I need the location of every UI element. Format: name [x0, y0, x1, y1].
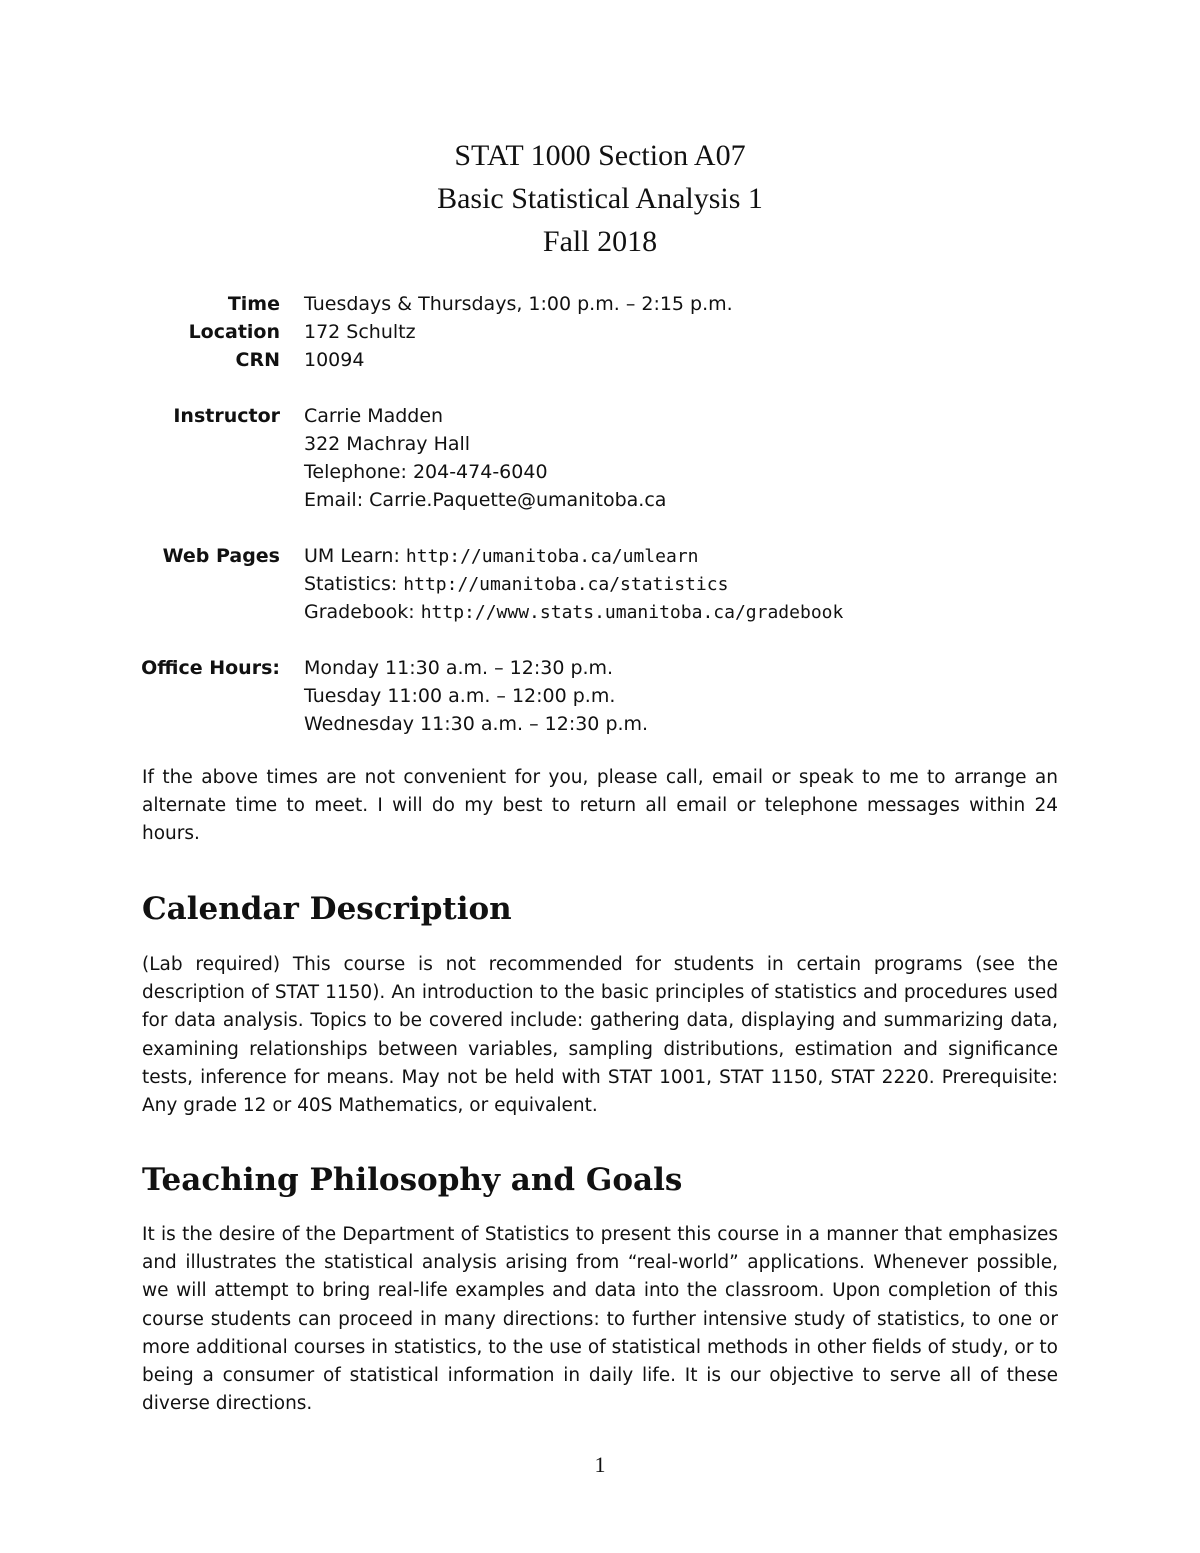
location-label: Location [188, 321, 280, 343]
teaching-philosophy-text: It is the desire of the Department of Statistics to present this course in a manner that emphasizes and illustrates the statistical analysis arising from “real-world” applications. Whenever possible, we will attempt to bring real-life examples and data into the classroom. Upon completion of this course students can proceed in many directions: to further intensive study of statistics, to one or more additional courses in statistics, to the use of statistical methods in other fields of study, or to being a consumer of statistical information in daily life. It is our objective to serve all of these diverse directions. [142, 1224, 1058, 1415]
instructor-row [130, 402, 843, 430]
instructor-email-row [130, 486, 843, 514]
instructor-office-row [130, 430, 843, 458]
office-hours-group [130, 654, 843, 738]
gradebook-row [130, 598, 843, 626]
statistics-prefix: Statistics: [304, 573, 404, 595]
gradebook-link[interactable]: http://www.stats.umanitoba.ca/gradebook [420, 602, 844, 623]
location-value: 172 Schultz [304, 321, 416, 343]
um-learn-prefix: UM Learn: [304, 545, 406, 567]
location-row [130, 318, 843, 346]
statistics-link[interactable]: http://umanitoba.ca/statistics [403, 574, 729, 595]
um-learn-row [130, 542, 843, 570]
instructor-email[interactable]: Carrie.Paquette@umanitoba.ca [369, 489, 667, 511]
office-hours-row-3 [130, 710, 843, 738]
course-term: Fall 2018 [542, 225, 658, 258]
office-hours-monday: Monday 11:30 a.m. – 12:30 p.m. [304, 657, 614, 679]
title-block [0, 134, 1200, 263]
web-pages-group [130, 542, 843, 626]
course-info-table [130, 290, 843, 766]
office-hours-wednesday: Wednesday 11:30 a.m. – 12:30 p.m. [304, 713, 649, 735]
instructor-phone: 204-474-6040 [412, 461, 548, 483]
calendar-description-heading: Calendar Description [142, 891, 512, 927]
page-number: 1 [594, 1452, 606, 1477]
schedule-group [130, 290, 843, 374]
teaching-philosophy-heading: Teaching Philosophy and Goals [142, 1162, 683, 1198]
time-label: Time [227, 293, 280, 315]
crn-value: 10094 [304, 349, 365, 371]
course-title: Basic Statistical Analysis 1 [437, 182, 763, 215]
time-value: Tuesdays & Thursdays, 1:00 p.m. – 2:15 p.m. [304, 293, 733, 315]
um-learn-link[interactable]: http://umanitoba.ca/umlearn [405, 546, 699, 567]
crn-row [130, 346, 843, 374]
instructor-label: Instructor [173, 405, 280, 427]
time-row [130, 290, 843, 318]
phone-prefix: Telephone: [304, 461, 413, 483]
instructor-name: Carrie Madden [304, 405, 444, 427]
crn-label: CRN [235, 349, 280, 371]
office-hours-row-2 [130, 682, 843, 710]
web-pages-label: Web Pages [162, 545, 280, 567]
instructor-group [130, 402, 843, 514]
office-hours-row-1 [130, 654, 843, 682]
email-prefix: Email: [304, 489, 370, 511]
statistics-row [130, 570, 843, 598]
contact-note: If the above times are not convenient for you, please call, email or speak to me to arrange an alternate time to meet. I will do my best to return all email or telephone messages within 24 hours. [142, 767, 1058, 845]
instructor-phone-row [130, 458, 843, 486]
calendar-description-text: (Lab required) This course is not recommended for students in certain programs (see the description of STAT 1150). An introduction to the basic principles of statistics and procedures used for data analysis. Topics to be covered include: gathering data, displaying and summarizing data, examining relationships between variables, sampling distributions, estimation and significance tests, inference for means. May not be held with STAT 1001, STAT 1150, STAT 2220. Prerequisite: Any grade 12 or 40S Mathematics, or equivalent. [142, 954, 1058, 1117]
office-hours-label: Office Hours: [141, 657, 280, 679]
office-hours-tuesday: Tuesday 11:00 a.m. – 12:00 p.m. [304, 685, 616, 707]
course-code: STAT 1000 Section A07 [454, 139, 746, 172]
gradebook-prefix: Gradebook: [304, 601, 421, 623]
instructor-office: 322 Machray Hall [304, 433, 471, 455]
